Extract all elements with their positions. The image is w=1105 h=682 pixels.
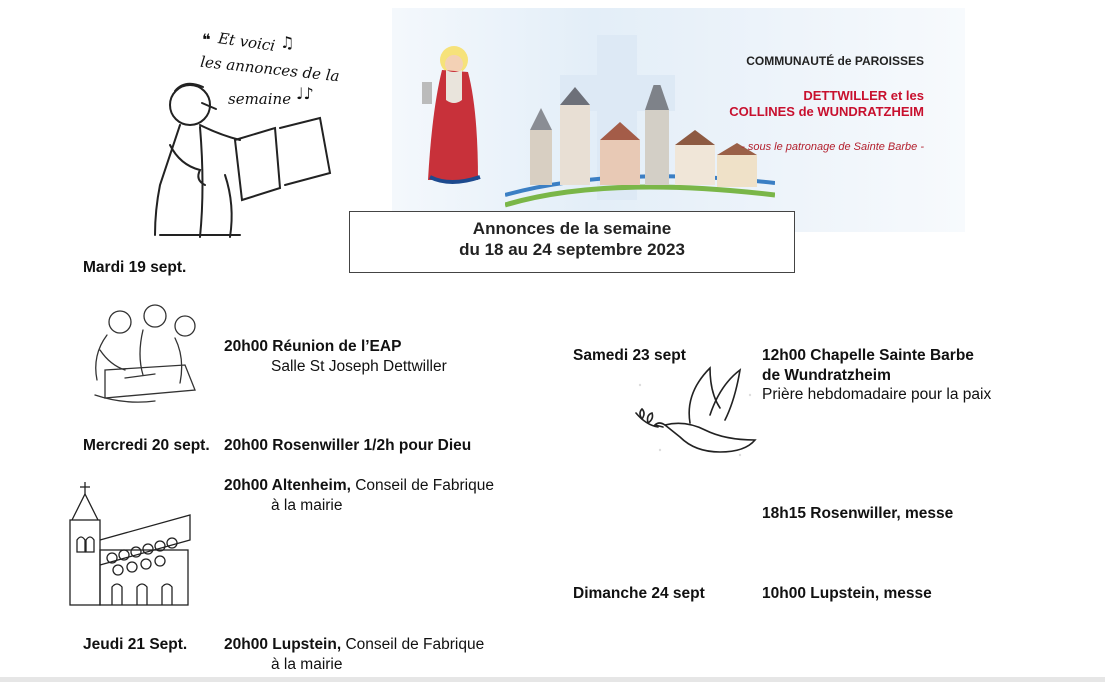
parish-name-line-1: DETTWILLER et les	[803, 88, 924, 103]
patronage-text: - sous le patronage de Sainte Barbe -	[741, 141, 924, 153]
title-line-2: du 18 au 24 septembre 2023	[459, 240, 685, 259]
quote-mark-icon: ❝	[202, 30, 211, 49]
meeting-group-icon	[85, 300, 210, 410]
church-choir-illustration	[62, 480, 197, 607]
mercredi-event-1: 20h00 Rosenwiller 1/2h pour Dieu	[224, 437, 472, 454]
song-line-3: semaine	[228, 90, 292, 108]
music-note-icon-2: ♩♪	[296, 84, 314, 103]
saint-barbara-illustration	[412, 42, 492, 192]
song-line-1: Et voici	[217, 29, 277, 55]
mercredi-event-2	[224, 476, 494, 496]
mardi-event-title: 20h00 Réunion de l’EAP	[224, 338, 402, 355]
song-line-2: les annonces de la	[199, 52, 341, 86]
dove-olive-branch-icon	[630, 355, 770, 465]
day-dimanche: Dimanche 24 sept	[573, 585, 705, 602]
mercredi-event-2-place: à la mairie	[271, 497, 343, 514]
page-bottom-edge	[0, 677, 1105, 682]
jeudi-event-desc: Conseil de Fabrique	[341, 636, 485, 653]
samedi-event-1-line-1: 12h00 Chapelle Sainte Barbe	[762, 347, 974, 364]
day-jeudi: Jeudi 21 Sept.	[83, 636, 188, 653]
jeudi-event	[224, 635, 484, 655]
banner-text	[729, 54, 924, 154]
day-mercredi: Mercredi 20 sept.	[83, 437, 210, 454]
church-choir-icon	[62, 480, 197, 607]
samedi-event-2: 18h15 Rosenwiller, messe	[762, 505, 954, 522]
jeudi-event-place: à la mairie	[271, 656, 343, 673]
title-line-1: Annonces de la semaine	[472, 219, 672, 238]
day-samedi: Samedi 23 sept	[573, 347, 686, 364]
mercredi-event-2-time-place: 20h00 Altenheim,	[224, 477, 351, 494]
day-mardi: Mardi 19 sept.	[83, 259, 187, 276]
mardi-event-place: Salle St Joseph Dettwiller	[271, 358, 447, 375]
meeting-illustration	[85, 300, 210, 410]
samedi-event-1-line-2: de Wundratzheim	[762, 367, 891, 384]
dimanche-event: 10h00 Lupstein, messe	[762, 585, 932, 602]
dove-illustration	[630, 355, 770, 465]
saint-barbara-icon	[412, 42, 492, 192]
community-label: COMMUNAUTÉ de PAROISSES	[746, 54, 924, 68]
music-note-icon: ♫	[280, 33, 295, 52]
mercredi-event-2-desc: Conseil de Fabrique	[350, 477, 494, 494]
weekly-announcements-title	[349, 211, 795, 273]
jeudi-event-time-place: 20h00 Lupstein,	[224, 636, 342, 653]
samedi-event-1-desc: Prière hebdomadaire pour la paix	[762, 386, 992, 403]
parish-name-line-2: COLLINES de WUNDRATZHEIM	[729, 104, 924, 119]
